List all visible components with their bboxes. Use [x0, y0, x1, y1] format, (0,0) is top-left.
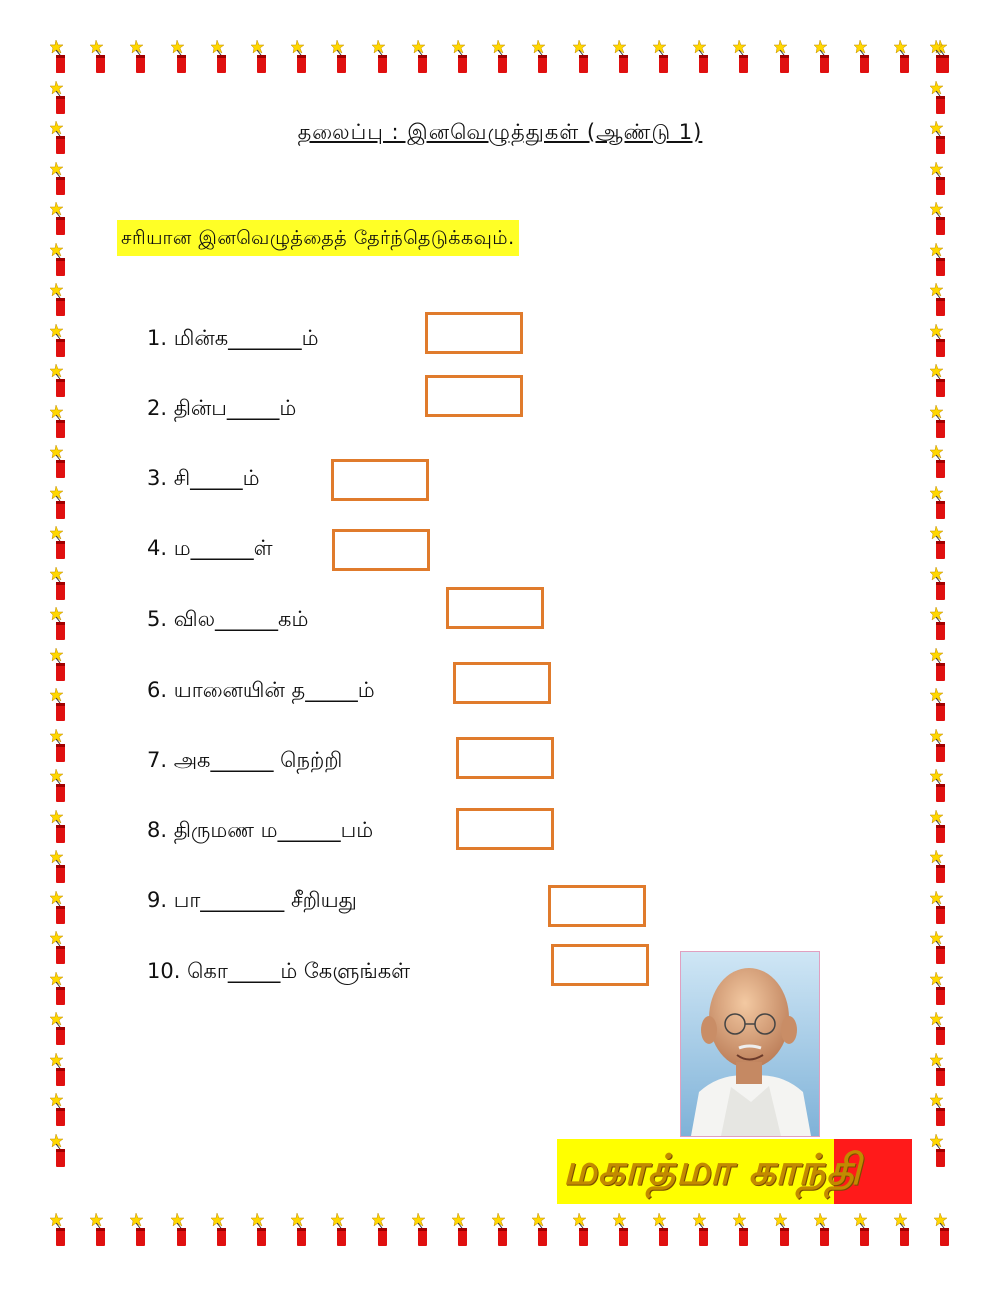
question-4: 4. ம______ள்	[147, 536, 273, 560]
firecracker-icon	[573, 1213, 593, 1247]
firecracker-icon	[930, 324, 950, 358]
bottom-border	[50, 1213, 950, 1253]
firecracker-icon	[50, 931, 70, 965]
firecracker-icon	[372, 40, 392, 74]
answer-box-7[interactable]	[456, 737, 554, 779]
firecracker-icon	[50, 1012, 70, 1046]
firecracker-icon	[331, 40, 351, 74]
firecracker-icon	[372, 1213, 392, 1247]
answer-box-9[interactable]	[548, 885, 646, 927]
firecracker-icon	[930, 81, 950, 115]
firecracker-icon	[412, 40, 432, 74]
firecracker-icon	[50, 729, 70, 763]
right-border	[930, 40, 950, 1240]
firecracker-icon	[774, 1213, 794, 1247]
firecracker-icon	[930, 486, 950, 520]
firecracker-icon	[50, 850, 70, 884]
firecracker-icon	[50, 526, 70, 560]
firecracker-icon	[50, 972, 70, 1006]
firecracker-icon	[492, 40, 512, 74]
question-9: 9. பா________ சீறியது	[147, 888, 357, 912]
firecracker-icon	[50, 40, 70, 74]
firecracker-icon	[930, 567, 950, 601]
firecracker-icon	[653, 40, 673, 74]
firecracker-icon	[930, 850, 950, 884]
firecracker-icon	[930, 1093, 950, 1127]
firecracker-icon	[930, 729, 950, 763]
firecracker-icon	[930, 769, 950, 803]
firecracker-icon	[50, 162, 70, 196]
firecracker-icon	[50, 891, 70, 925]
firecracker-icon	[814, 1213, 834, 1247]
firecracker-icon	[50, 81, 70, 115]
firecracker-icon	[50, 1134, 70, 1168]
top-border	[50, 40, 950, 80]
firecracker-icon	[930, 688, 950, 722]
instruction-text: சரியான இனவெழுத்தைத் தேர்ந்தெடுக்கவும்.	[117, 220, 519, 256]
firecracker-icon	[930, 931, 950, 965]
firecracker-icon	[930, 972, 950, 1006]
firecracker-icon	[50, 769, 70, 803]
firecracker-icon	[50, 445, 70, 479]
name-plate	[557, 1139, 912, 1204]
firecracker-icon	[930, 243, 950, 277]
firecracker-icon	[171, 40, 191, 74]
firecracker-icon	[693, 1213, 713, 1247]
gandhi-portrait-icon	[681, 952, 819, 1136]
name-label: மகாத்மா காந்தி	[563, 1145, 862, 1194]
gandhi-portrait-image	[680, 951, 820, 1137]
firecracker-icon	[50, 567, 70, 601]
answer-box-6[interactable]	[453, 662, 551, 704]
firecracker-icon	[613, 1213, 633, 1247]
question-7: 7. அக______ நெற்றி	[147, 748, 343, 772]
firecracker-icon	[50, 283, 70, 317]
firecracker-icon	[532, 1213, 552, 1247]
firecracker-icon	[211, 1213, 231, 1247]
answer-box-5[interactable]	[446, 587, 544, 629]
firecracker-icon	[50, 405, 70, 439]
question-10: 10. கொ_____ம் கேளுங்கள்	[147, 959, 411, 983]
firecracker-icon	[854, 40, 874, 74]
firecracker-icon	[452, 1213, 472, 1247]
firecracker-icon	[532, 40, 552, 74]
answer-box-2[interactable]	[425, 375, 523, 417]
question-8: 8. திருமண ம______பம்	[147, 818, 374, 842]
answer-box-8[interactable]	[456, 808, 554, 850]
firecracker-icon	[930, 405, 950, 439]
firecracker-icon	[894, 1213, 914, 1247]
firecracker-icon	[452, 40, 472, 74]
firecracker-icon	[733, 1213, 753, 1247]
firecracker-icon	[50, 1093, 70, 1127]
worksheet-title: தலைப்பு : இனவெழுத்துகள் (ஆண்டு 1)	[297, 120, 703, 144]
question-3: 3. சி_____ம்	[147, 466, 260, 490]
firecracker-icon	[930, 202, 950, 236]
firecracker-icon	[854, 1213, 874, 1247]
answer-box-4[interactable]	[332, 529, 430, 571]
firecracker-icon	[693, 40, 713, 74]
firecracker-icon	[930, 526, 950, 560]
firecracker-icon	[50, 486, 70, 520]
firecracker-icon	[930, 40, 950, 74]
firecracker-icon	[930, 607, 950, 641]
firecracker-icon	[50, 324, 70, 358]
firecracker-icon	[50, 202, 70, 236]
firecracker-icon	[50, 810, 70, 844]
firecracker-icon	[930, 648, 950, 682]
firecracker-icon	[412, 1213, 432, 1247]
firecracker-icon	[930, 364, 950, 398]
firecracker-icon	[930, 1012, 950, 1046]
firecracker-icon	[930, 810, 950, 844]
firecracker-icon	[50, 243, 70, 277]
question-6: 6. யானையின் த_____ம்	[147, 678, 375, 702]
firecracker-icon	[331, 1213, 351, 1247]
firecracker-icon	[930, 1053, 950, 1087]
firecracker-icon	[171, 1213, 191, 1247]
firecracker-icon	[930, 283, 950, 317]
firecracker-icon	[211, 40, 231, 74]
firecracker-icon	[613, 40, 633, 74]
firecracker-icon	[653, 1213, 673, 1247]
firecracker-icon	[251, 1213, 271, 1247]
question-2: 2. தின்ப_____ம்	[147, 396, 297, 420]
answer-box-10[interactable]	[551, 944, 649, 986]
firecracker-icon	[90, 40, 110, 74]
firecracker-icon	[291, 40, 311, 74]
firecracker-icon	[50, 364, 70, 398]
firecracker-icon	[894, 40, 914, 74]
firecracker-icon	[774, 40, 794, 74]
firecracker-icon	[930, 1134, 950, 1168]
firecracker-icon	[50, 1053, 70, 1087]
firecracker-icon	[733, 40, 753, 74]
question-1: 1. மின்க_______ம்	[147, 326, 319, 350]
firecracker-icon	[930, 445, 950, 479]
firecracker-icon	[291, 1213, 311, 1247]
firecracker-icon	[814, 40, 834, 74]
firecracker-icon	[90, 1213, 110, 1247]
left-border	[50, 40, 70, 1240]
firecracker-icon	[930, 162, 950, 196]
firecracker-icon	[50, 648, 70, 682]
answer-box-1[interactable]	[425, 312, 523, 354]
firecracker-icon	[50, 688, 70, 722]
firecracker-icon	[130, 40, 150, 74]
firecracker-icon	[492, 1213, 512, 1247]
question-5: 5. வில______கம்	[147, 607, 309, 631]
firecracker-icon	[573, 40, 593, 74]
answer-box-3[interactable]	[331, 459, 429, 501]
firecracker-icon	[50, 607, 70, 641]
firecracker-icon	[251, 40, 271, 74]
firecracker-icon	[130, 1213, 150, 1247]
firecracker-icon	[930, 891, 950, 925]
